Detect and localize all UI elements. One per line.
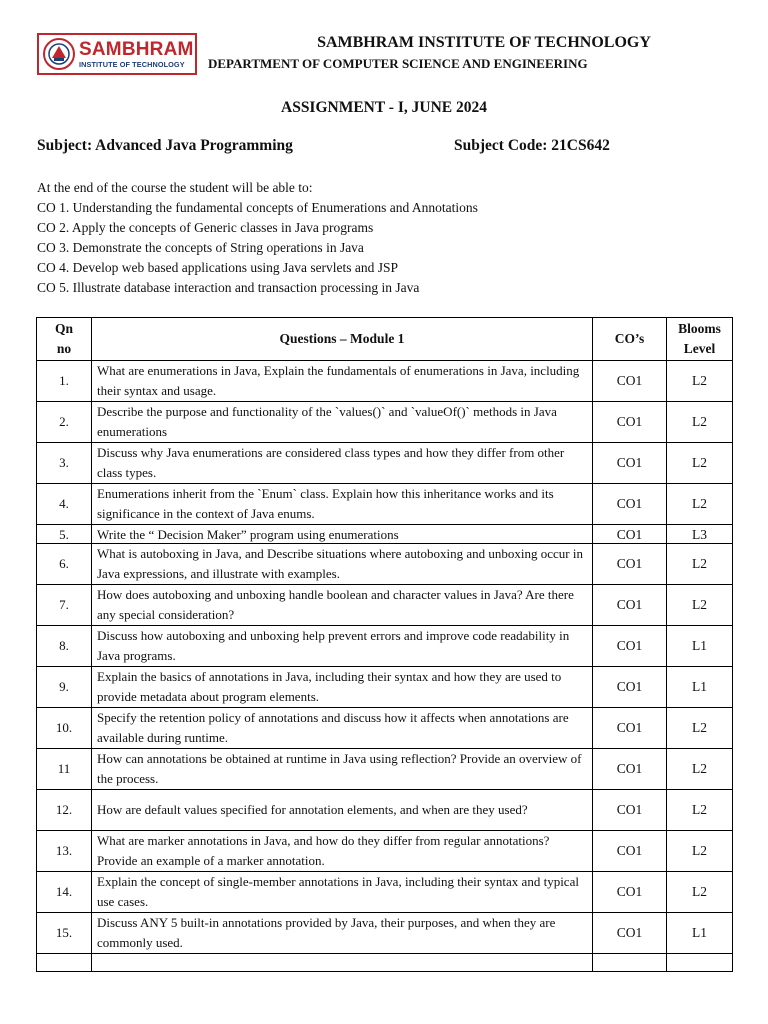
table-header-row: [37, 318, 733, 361]
course-outcome: CO1: [593, 708, 667, 749]
question-number: 8.: [37, 626, 92, 667]
blooms-level: L2: [667, 708, 733, 749]
question-number: 12.: [37, 790, 92, 831]
empty-row: [37, 954, 733, 972]
course-outcome: CO1: [593, 790, 667, 831]
emblem-icon: [42, 36, 76, 72]
table-row: [37, 484, 733, 525]
question-text: What is autoboxing in Java, and Describe situations where autoboxing and unboxing occur in Java expressions, and illustrate with examples.: [92, 544, 593, 585]
question-text: Discuss how autoboxing and unboxing help prevent errors and improve code readability in Java programs.: [92, 626, 593, 667]
course-outcome: CO1: [593, 402, 667, 443]
header-qn-no: Qn no: [37, 318, 92, 361]
table-row: [37, 361, 733, 402]
table-row: [37, 525, 733, 544]
table-row: [37, 790, 733, 831]
blooms-level: L2: [667, 484, 733, 525]
blooms-level: L1: [667, 667, 733, 708]
course-outcome: CO1: [593, 872, 667, 913]
question-number: 14.: [37, 872, 92, 913]
outcome-item: CO 2. Apply the concepts of Generic classes in Java programs: [37, 220, 374, 235]
questions-table: [36, 317, 733, 972]
course-outcome: CO1: [593, 484, 667, 525]
question-text: Describe the purpose and functionality of the `values()` and `valueOf()` methods in Java enumerations: [92, 402, 593, 443]
course-outcome: CO1: [593, 544, 667, 585]
question-number: 13.: [37, 831, 92, 872]
question-text: How does autoboxing and unboxing handle boolean and character values in Java? Are there any special consideration?: [92, 585, 593, 626]
question-text: What are marker annotations in Java, and how do they differ from regular annotations? Provide an example of a marker annotation.: [92, 831, 593, 872]
table-row: [37, 708, 733, 749]
blooms-level: L2: [667, 831, 733, 872]
question-number: 11: [37, 749, 92, 790]
course-outcome: CO1: [593, 667, 667, 708]
empty-cell: [667, 954, 733, 972]
course-outcomes: [37, 178, 478, 298]
subject-name: Subject: Advanced Java Programming: [37, 137, 293, 154]
blooms-level: L2: [667, 585, 733, 626]
question-text: Discuss why Java enumerations are considered class types and how they differ from other class types.: [92, 443, 593, 484]
institute-logo: [37, 33, 197, 75]
blooms-level: L1: [667, 913, 733, 954]
table-row: [37, 626, 733, 667]
question-text: Write the “ Decision Maker” program using enumerations: [92, 525, 593, 544]
outcome-item: CO 3. Demonstrate the concepts of String operations in Java: [37, 240, 364, 255]
outcomes-intro: At the end of the course the student will be able to:: [37, 180, 313, 195]
blooms-level: L3: [667, 525, 733, 544]
assignment-title: ASSIGNMENT - I, JUNE 2024: [281, 99, 487, 116]
question-number: 6.: [37, 544, 92, 585]
question-text: Enumerations inherit from the `Enum` class. Explain how this inheritance works and its significance in the context of Java enums.: [92, 484, 593, 525]
header-cos: CO’s: [593, 318, 667, 361]
blooms-level: L2: [667, 544, 733, 585]
course-outcome: CO1: [593, 831, 667, 872]
course-outcome: CO1: [593, 626, 667, 667]
question-number: 4.: [37, 484, 92, 525]
empty-cell: [92, 954, 593, 972]
question-text: How are default values specified for annotation elements, and when are they used?: [92, 790, 593, 831]
question-number: 3.: [37, 443, 92, 484]
course-outcome: CO1: [593, 585, 667, 626]
course-outcome: CO1: [593, 913, 667, 954]
table-row: [37, 831, 733, 872]
empty-cell: [37, 954, 92, 972]
question-number: 2.: [37, 402, 92, 443]
table-body: [37, 361, 733, 972]
course-outcome: CO1: [593, 361, 667, 402]
blooms-level: L2: [667, 872, 733, 913]
outcome-item: CO 1. Understanding the fundamental concepts of Enumerations and Annotations: [37, 200, 478, 215]
table-row: [37, 749, 733, 790]
logo-tagline: INSTITUTE OF TECHNOLOGY: [79, 59, 185, 69]
course-outcome: CO1: [593, 443, 667, 484]
course-outcome: CO1: [593, 525, 667, 544]
table-row: [37, 585, 733, 626]
question-text: How can annotations be obtained at runtime in Java using reflection? Provide an overview of the process.: [92, 749, 593, 790]
outcome-item: CO 5. Illustrate database interaction and transaction processing in Java: [37, 280, 420, 295]
blooms-level: L2: [667, 361, 733, 402]
question-number: 10.: [37, 708, 92, 749]
subject-code: Subject Code: 21CS642: [454, 137, 610, 154]
question-number: 15.: [37, 913, 92, 954]
blooms-level: L2: [667, 443, 733, 484]
logo-text: [79, 40, 194, 68]
question-text: Discuss ANY 5 built-in annotations provided by Java, their purposes, and when they are commonly used.: [92, 913, 593, 954]
table-row: [37, 544, 733, 585]
blooms-level: L2: [667, 749, 733, 790]
table-row: [37, 402, 733, 443]
question-number: 7.: [37, 585, 92, 626]
logo-name: SAMBHRAM: [79, 38, 194, 60]
question-number: 5.: [37, 525, 92, 544]
question-number: 1.: [37, 361, 92, 402]
blooms-level: L2: [667, 402, 733, 443]
question-text: What are enumerations in Java, Explain the fundamentals of enumerations in Java, including their syntax and usage.: [92, 361, 593, 402]
blooms-level: L1: [667, 626, 733, 667]
outcome-item: CO 4. Develop web based applications using Java servlets and JSP: [37, 260, 399, 275]
header-questions: Questions – Module 1: [92, 318, 593, 361]
blooms-level: L2: [667, 790, 733, 831]
course-outcome: CO1: [593, 749, 667, 790]
question-text: Explain the basics of annotations in Java, including their syntax and how they are used to provide metadata about program elements.: [92, 667, 593, 708]
table-row: [37, 913, 733, 954]
question-text: Specify the retention policy of annotations and discuss how it affects when annotations are available during runtime.: [92, 708, 593, 749]
table-row: [37, 667, 733, 708]
table-row: [37, 443, 733, 484]
institute-name: SAMBHRAM INSTITUTE OF TECHNOLOGY: [317, 34, 651, 51]
table-row: [37, 872, 733, 913]
department-name: DEPARTMENT OF COMPUTER SCIENCE AND ENGINEERING: [208, 56, 588, 71]
question-number: 9.: [37, 667, 92, 708]
header-blooms-level: Blooms Level: [667, 318, 733, 361]
question-text: Explain the concept of single-member annotations in Java, including their syntax and typical use cases.: [92, 872, 593, 913]
empty-cell: [593, 954, 667, 972]
